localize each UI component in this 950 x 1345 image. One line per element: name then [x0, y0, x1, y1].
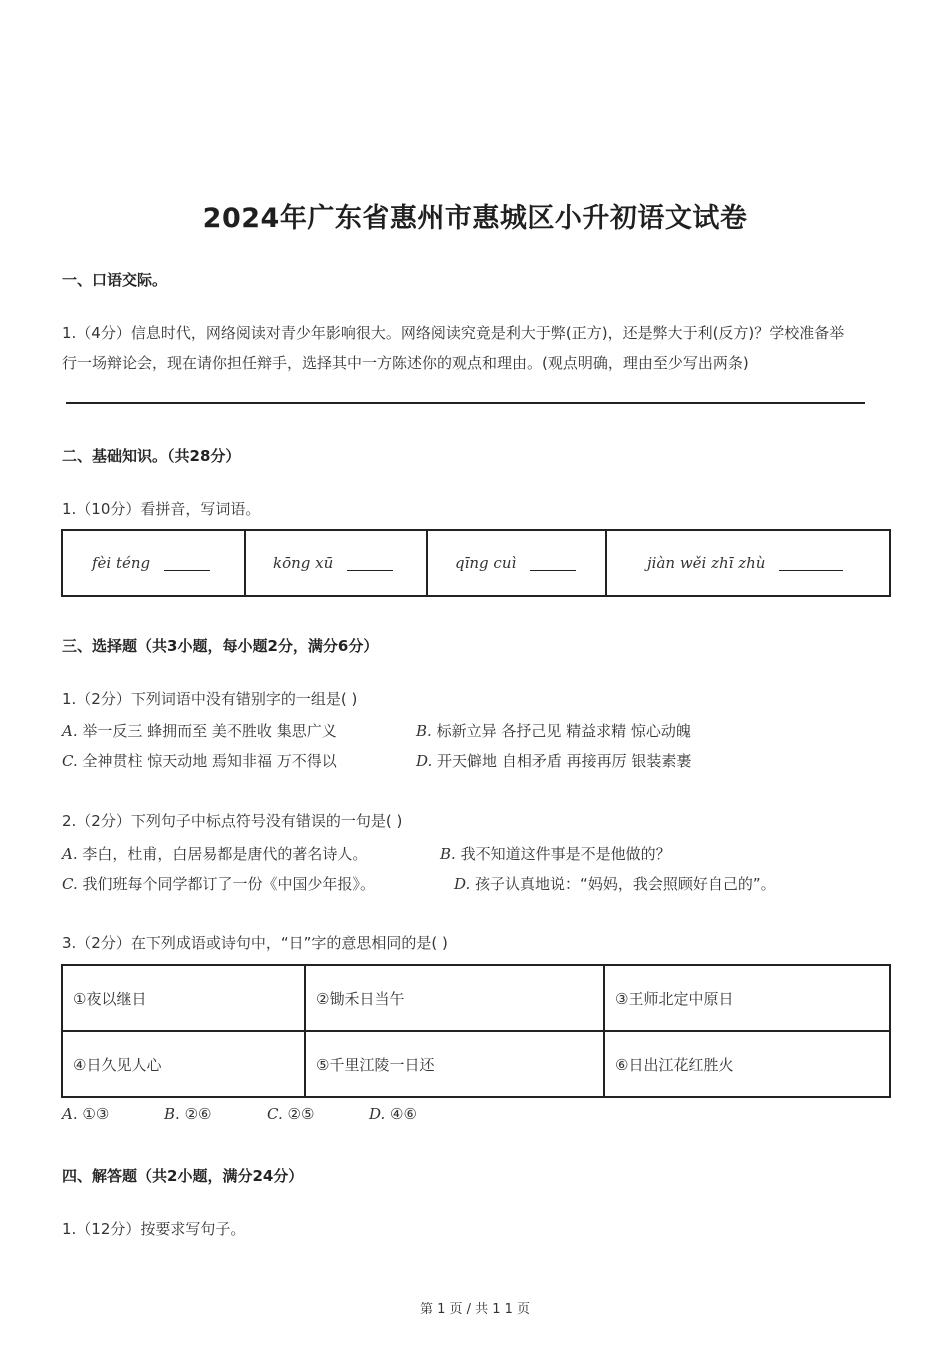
pinyin-text-3: qīng cuì: [455, 554, 517, 572]
pinyin-cell-1: [62, 530, 245, 596]
page-title: 2024年广东省惠州市惠城区小升初语文试卷: [202, 203, 748, 234]
option-letter: C.: [62, 875, 78, 893]
option-letter: B.: [416, 722, 432, 740]
q3-3-option-a[interactable]: [62, 1105, 109, 1123]
pinyin-cell-3: [427, 530, 606, 596]
question-4-1: 1.（12分）按要求写句子。: [62, 1220, 246, 1238]
q3-3-option-b[interactable]: [164, 1105, 211, 1123]
q3-1-option-c[interactable]: [62, 750, 337, 771]
section-heading-3: 三、选择题（共3小题，每小题2分，满分6分）: [62, 637, 379, 655]
question-2-1: 1.（10分）看拼音，写词语。: [62, 500, 261, 518]
option-text: ④⑥: [390, 1105, 417, 1123]
section-heading-1: 一、口语交际。: [62, 271, 168, 289]
q3-1-option-a[interactable]: [62, 720, 337, 741]
pinyin-cell-4: [606, 530, 890, 596]
question-1-1: [62, 318, 892, 378]
q3-3-option-d[interactable]: [369, 1105, 417, 1123]
pinyin-blank-4[interactable]: [779, 556, 843, 571]
option-letter: C.: [267, 1105, 283, 1123]
section-heading-2: 二、基础知识。（共28分）: [62, 447, 241, 465]
pinyin-blank-2[interactable]: [347, 556, 393, 571]
question-3-2: 2.（2分）下列句子中标点符号没有错误的一句是( ): [62, 812, 403, 830]
answer-line[interactable]: [66, 402, 865, 404]
question-3-3: 3.（2分）在下列成语或诗句中，“日”字的意思相同的是( ): [62, 934, 448, 952]
q3-2-option-d[interactable]: [454, 873, 776, 894]
option-text: 我不知道这件事是不是他做的？: [460, 845, 671, 863]
pinyin-cell-2: [245, 530, 427, 596]
pinyin-blank-1[interactable]: [164, 556, 210, 571]
option-letter: A.: [62, 845, 78, 863]
option-letter: D.: [369, 1105, 386, 1123]
page-footer: 第 1 页 / 共 1 1 页: [419, 1302, 531, 1317]
section-heading-4: 四、解答题（共2小题，满分24分）: [62, 1167, 304, 1185]
pinyin-text-4: jiàn wěi zhī zhù: [647, 554, 766, 572]
option-text: 开天僻地 自相矛盾 再接再厉 银装素裹: [437, 752, 692, 770]
pinyin-table: [61, 529, 891, 597]
option-text: 孩子认真地说：“妈妈，我会照顾好自己的”。: [475, 875, 776, 893]
q3-2-option-a[interactable]: [62, 843, 367, 864]
question-1-1-line1: 1.（4分）信息时代，网络阅读对青少年影响很大。网络阅读究竟是利大于弊(正方)，还是弊大于利(反方)？学校准备举: [62, 324, 845, 342]
question-1-1-line2: 行一场辩论会，现在请你担任辩手，选择其中一方陈述你的观点和理由。(观点明确，理由至少写出两条): [62, 354, 749, 372]
option-text: 标新立异 各抒己见 精益求精 惊心动魄: [436, 722, 691, 740]
table-cell: ④日久见人心: [62, 1031, 305, 1097]
pinyin-text-1: fèi téng: [92, 554, 151, 572]
option-letter: A.: [62, 722, 78, 740]
table-cell: ①夜以继日: [62, 965, 305, 1031]
table-cell: ③王师北定中原日: [604, 965, 890, 1031]
option-text: ②⑤: [287, 1105, 315, 1123]
table-cell: ⑤千里江陵一日还: [305, 1031, 604, 1097]
question-3-1: 1.（2分）下列词语中没有错别字的一组是( ): [62, 690, 358, 708]
q3-2-option-b[interactable]: [440, 843, 671, 864]
pinyin-blank-3[interactable]: [530, 556, 576, 571]
q3-1-option-b[interactable]: [416, 720, 691, 741]
ri-meaning-table: [61, 964, 891, 1098]
option-letter: C.: [62, 752, 78, 770]
q3-3-option-c[interactable]: [267, 1105, 314, 1123]
table-cell: ②锄禾日当午: [305, 965, 604, 1031]
option-text: ①③: [82, 1105, 110, 1123]
option-text: 举一反三 蜂拥而至 美不胜收 集思广义: [82, 722, 337, 740]
table-cell: ⑥日出江花红胜火: [604, 1031, 890, 1097]
option-letter: B.: [164, 1105, 180, 1123]
option-letter: A.: [62, 1105, 78, 1123]
option-letter: D.: [416, 752, 433, 770]
q3-2-option-c[interactable]: [62, 873, 375, 894]
pinyin-text-2: kōng xū: [273, 554, 334, 572]
option-letter: B.: [440, 845, 456, 863]
q3-1-option-d[interactable]: [416, 750, 691, 771]
option-text: 李白，杜甫，白居易都是唐代的著名诗人。: [82, 845, 368, 863]
option-text: ②⑥: [184, 1105, 212, 1123]
option-letter: D.: [454, 875, 471, 893]
option-text: 我们班每个同学都订了一份《中国少年报》。: [82, 875, 376, 893]
option-text: 全神贯柱 惊天动地 焉知非福 万不得以: [82, 752, 337, 770]
